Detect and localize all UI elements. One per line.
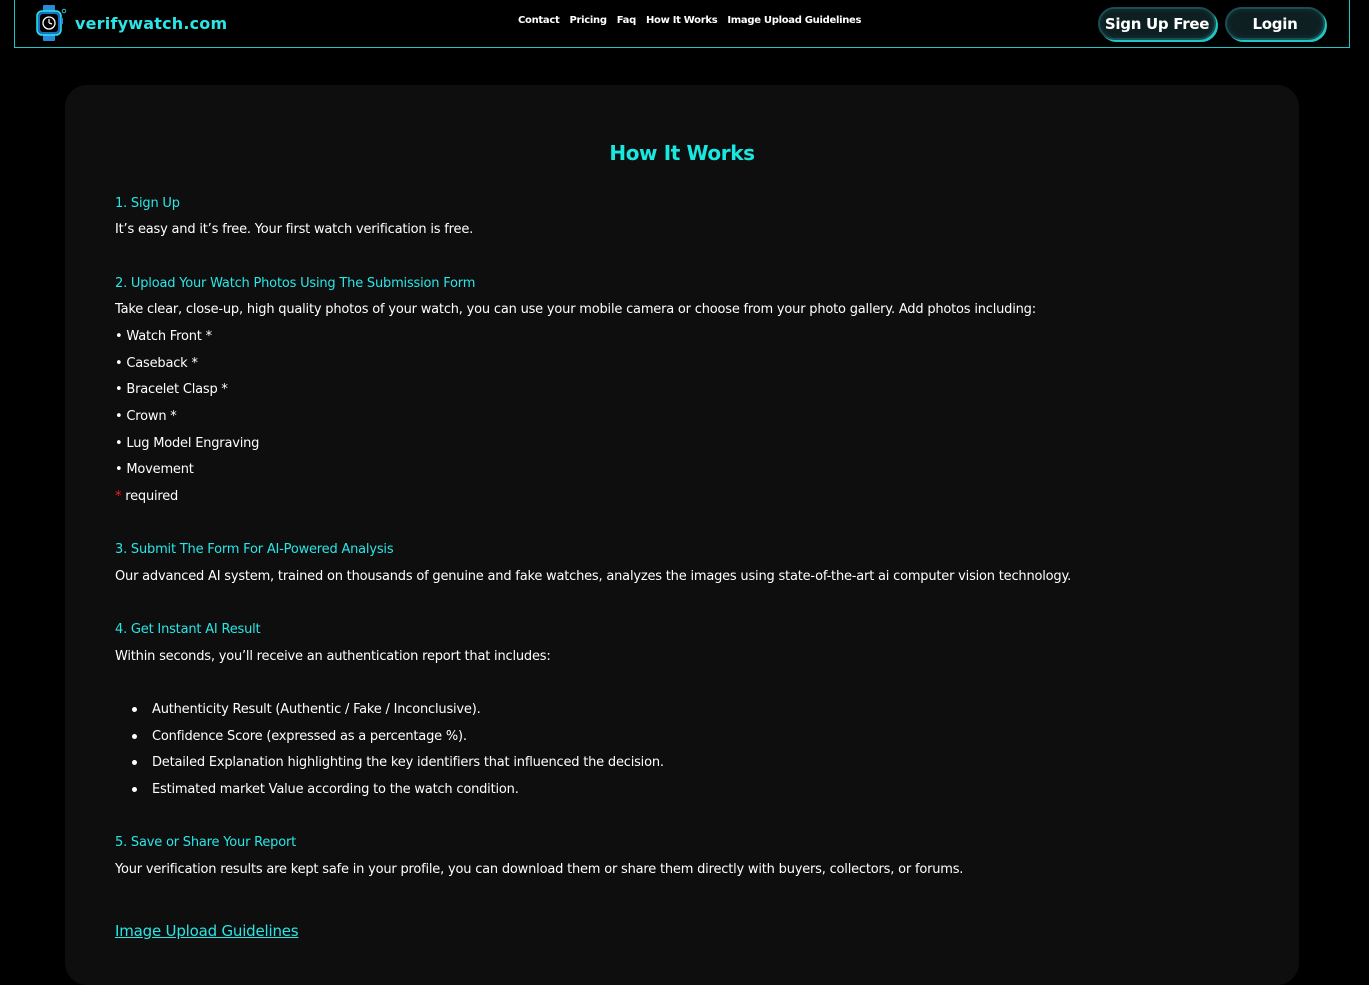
sign-up-button[interactable]: Sign Up Free [1098, 7, 1216, 40]
photo-item-movement: • Movement [115, 462, 194, 477]
step-3-heading: 3. Submit The Form For AI-Powered Analysis [115, 542, 394, 557]
step-5-text: Your verification results are kept safe in your profile, you can download them or share them directly with buyers, collectors, or forums. [115, 862, 964, 877]
how-it-works-card [65, 85, 1299, 985]
step-1-text: It’s easy and it’s free. Your first watch verification is free. [115, 222, 474, 237]
image-upload-guidelines-link[interactable]: Image Upload Guidelines [115, 922, 299, 940]
list-item-text: Estimated market Value according to the watch condition. [152, 782, 519, 797]
required-star: * [115, 489, 122, 504]
step-1-heading: 1. Sign Up [115, 196, 180, 211]
step-4-heading: 4. Get Instant AI Result [115, 622, 261, 637]
bullet-dot [132, 760, 137, 765]
nav-image-upload-guidelines[interactable]: Image Upload Guidelines [727, 15, 862, 26]
step-3-text: Our advanced AI system, trained on thousands of genuine and fake watches, analyzes the images using state-of-the-art ai computer vision technology. [115, 569, 1072, 584]
required-label: required [121, 489, 179, 504]
photo-item-watch-front: • Watch Front * [115, 329, 212, 344]
required-note [115, 489, 178, 504]
list-item-text: Confidence Score (expressed as a percentage %). [152, 729, 467, 744]
smartwatch-icon [35, 4, 67, 42]
nav-how-it-works[interactable]: How It Works [645, 15, 718, 26]
login-button[interactable]: Login [1225, 7, 1325, 40]
step-4-text: Within seconds, you’ll receive an authentication report that includes: [115, 649, 551, 664]
site-logo[interactable] [35, 4, 227, 42]
page-title: How It Works [609, 141, 755, 165]
photo-item-crown: • Crown * [115, 409, 177, 424]
photo-item-lug-model-engraving: • Lug Model Engraving [115, 436, 260, 451]
bullet-dot [132, 787, 137, 792]
nav-contact[interactable]: Contact [518, 15, 560, 26]
photo-item-bracelet-clasp: • Bracelet Clasp * [115, 382, 228, 397]
bullet-dot [132, 734, 137, 739]
site-name[interactable]: verifywatch.com [75, 13, 228, 33]
step-2-text: Take clear, close-up, high quality photos of your watch, you can use your mobile camera or choose from your photo gallery. Add photos including: [115, 302, 1036, 317]
site-header [14, 0, 1350, 48]
bullet-dot [132, 707, 137, 712]
step-5-heading: 5. Save or Share Your Report [115, 835, 297, 850]
nav-faq[interactable]: Faq [616, 15, 636, 26]
list-item-text: Authenticity Result (Authentic / Fake / Inconclusive). [152, 702, 481, 717]
step-2-heading: 2. Upload Your Watch Photos Using The Submission Form [115, 276, 476, 291]
nav-pricing[interactable]: Pricing [569, 15, 607, 26]
photo-item-caseback: • Caseback * [115, 356, 198, 371]
main-nav [518, 15, 861, 26]
list-item-text: Detailed Explanation highlighting the key identifiers that influenced the decision. [152, 755, 664, 770]
